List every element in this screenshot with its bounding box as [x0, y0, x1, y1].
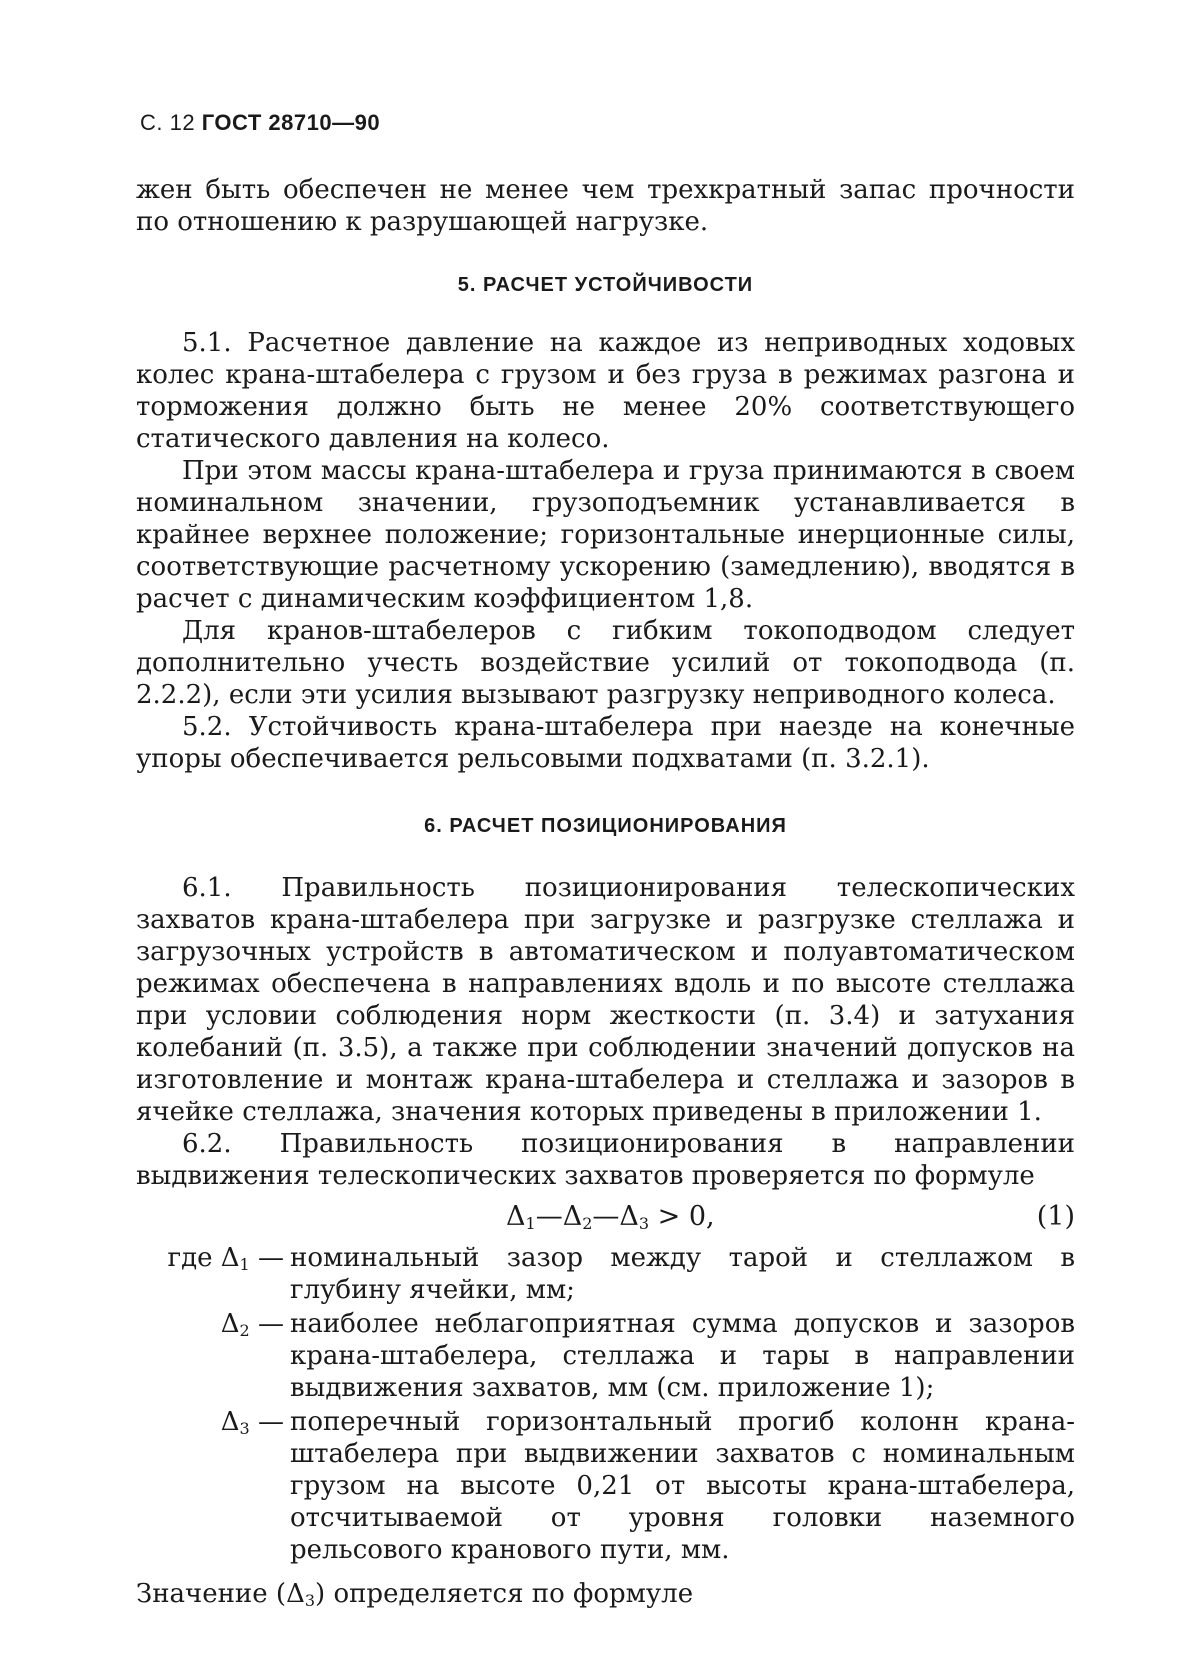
paragraph-5-1: 5.1. Расчетное давление на каждое из неприводных ходовых колес крана-штабелера с грузом и без груза в режимах разгона и торможения должно быть не менее 20% соответствующего статического давления на колесо. — [136, 328, 1075, 454]
paragraph-5-1-masses: При этом массы крана-штабелера и груза принимаются в своем номинальном значении, грузоподъемник устанавливается в крайнее верхнее положение; горизонтальные инерционные силы, соответствующие расчетному ускорению (замедлению), вводятся в расчет с динамическим коэффициентом 1,8. — [136, 456, 1075, 614]
formula-number: (1) — [1036, 1201, 1075, 1232]
section-5-title: 5. РАСЧЕТ УСТОЙЧИВОСТИ — [457, 274, 754, 296]
symbol-definitions — [136, 1242, 1075, 1566]
page-number: С. 12 — [140, 110, 196, 135]
paragraph-5-1-current-supply: Для кранов-штабелеров с гибким токоподводом следует дополнительно учесть воздействие усилий от токоподвода (п. 2.2.2), если эти усилия вызывают разгрузку неприводного колеса. — [136, 616, 1075, 710]
paragraph-5-2: 5.2. Устойчивость крана-штабелера при наезде на конечные упоры обеспечивается рельсовыми подхватами (п. 3.2.1). — [136, 712, 1075, 774]
definition-delta-2: $\Delta_2$ — наиболее неблагоприятная сумма допусков и зазоров крана-штабелера, стеллажа и тары в направлении выдвижения захватов, мм (см. приложение 1); — [220, 1309, 1075, 1403]
where-word: где — [167, 1243, 213, 1273]
paragraph-6-2: 6.2. Правильность позиционирования в направлении выдвижения телескопических захватов проверяется по формуле — [136, 1129, 1075, 1191]
standard-id: ГОСТ 28710—90 — [201, 110, 381, 135]
definition-delta-1: где $\Delta_1$ — номинальный зазор между тарой и стеллажом в глубину ячейки, мм; — [167, 1243, 1075, 1305]
section-6-title: 6. РАСЧЕТ ПОЗИЦИОНИРОВАНИЯ — [424, 815, 787, 837]
intro-paragraph: жен быть обеспечен не менее чем трехкратный запас прочности по отношению к разрушающей нагрузке. — [136, 175, 1075, 237]
definition-delta-3: $\Delta_3$ — поперечный горизонтальный прогиб колонн крана-штабелера при выдвижении захватов с номинальным грузом на высоте 0,21 от высоты крана-штабелера, отсчитываемой от уровня головки наземного рельсового кранового пути, мм. — [220, 1407, 1075, 1565]
formula-expression: $\Delta_1—\Delta_2—\Delta_3 > 0$, — [506, 1201, 715, 1233]
paragraph-6-1: 6.1. Правильность позиционирования телескопических захватов крана-штабелера при загрузке и разгрузке стеллажа и загрузочных устройств в автоматическом и полуавтоматическом режимах обеспечена в направлениях вдоль и по высоте стеллажа при условии соблюдения норм жесткости (п. 3.4) и затухания колебаний (п. 3.5), а также при соблюдении значений допусков на изготовление и монтаж крана-штабелера и стеллажа и зазоров в ячейке стеллажа, значения которых приведены в приложении 1. — [136, 873, 1075, 1127]
formula-1 — [136, 1196, 1075, 1238]
final-line: Значение $(\Delta_3)$ определяется по формуле — [136, 1579, 694, 1610]
running-header — [140, 110, 1075, 136]
